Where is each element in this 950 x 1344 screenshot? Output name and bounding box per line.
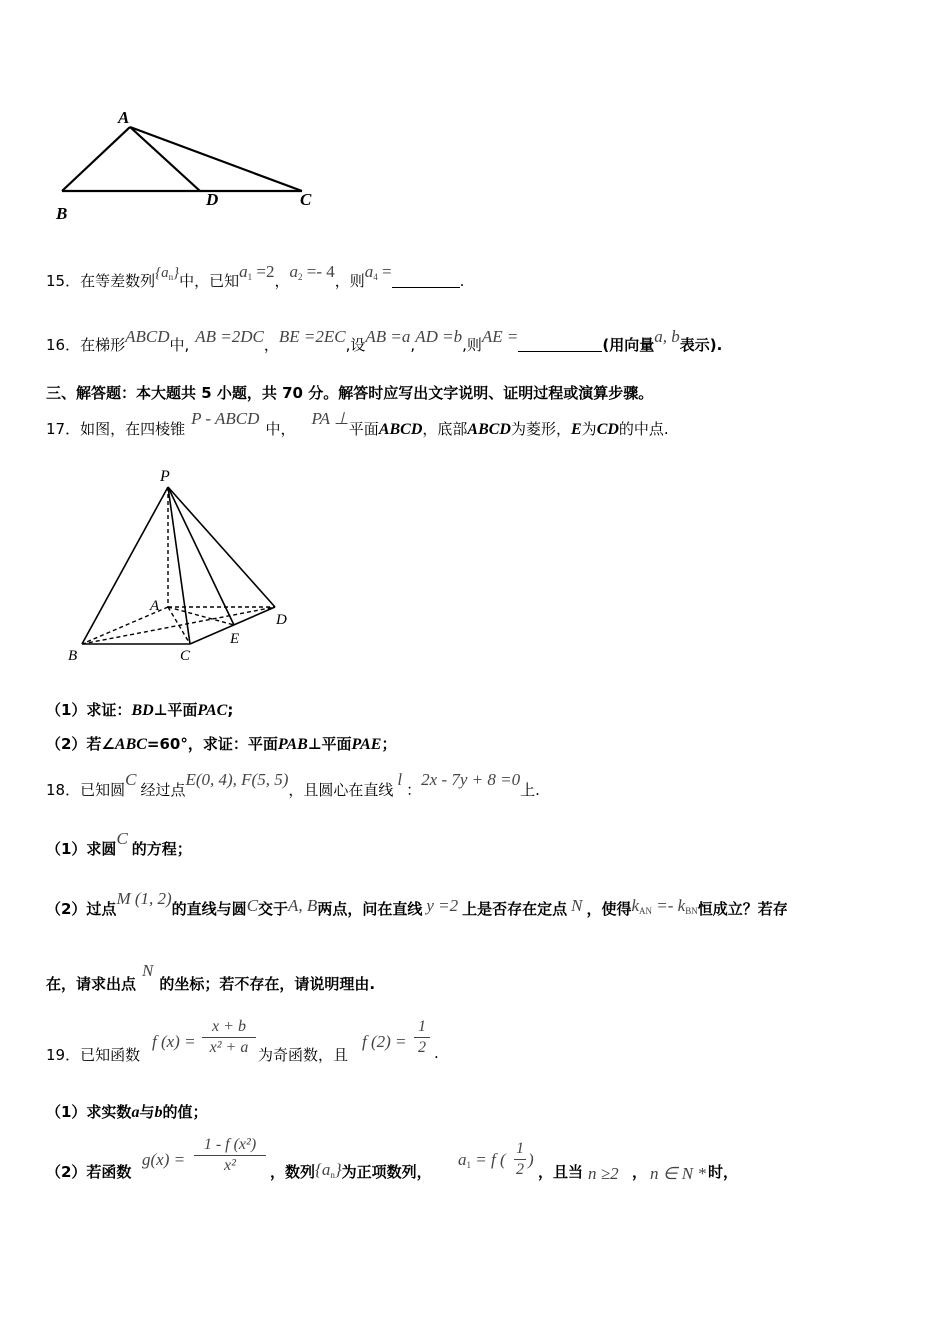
- q16-sep1: ，: [263, 336, 279, 354]
- label-b: B: [68, 648, 78, 664]
- q18-line-equation: 2x - 7y + 8 =0: [421, 770, 521, 789]
- q15-a4: $a_4$ =: [364, 262, 392, 282]
- q19-a1-close: ): [528, 1150, 534, 1169]
- q15-a2: $a_2 =- 4$: [289, 262, 335, 282]
- q17-abcd2: ABCD: [467, 421, 511, 438]
- q17-part-2: （2）若∠ABC=60°，求证：平面PAB⊥平面PAE；: [46, 735, 397, 753]
- triangle-figure: [50, 105, 330, 230]
- q19-f-fraction: x + b x² + a: [202, 1018, 256, 1057]
- q18-part-1: （1）求圆C的方程；: [46, 829, 192, 858]
- q16-eq3: AB =a: [365, 327, 411, 346]
- q19-p2-text1: ，数列$\{a_n\}$为正项数列，: [270, 1160, 432, 1181]
- q19-p2-text3: ，且当: [538, 1163, 584, 1181]
- q16-text2: 中,: [169, 336, 190, 354]
- question-17: [46, 409, 669, 439]
- label-d: D: [276, 612, 287, 628]
- q16-sep2: ,: [410, 336, 416, 354]
- q19-end: .: [434, 1044, 439, 1062]
- q15-text: 在等差数列: [80, 272, 156, 290]
- q17-cd: CD: [596, 421, 619, 438]
- label-p: P: [160, 468, 170, 485]
- q15-answer-blank[interactable]: [392, 271, 460, 288]
- label-a: A: [150, 598, 160, 614]
- q18-c: C: [125, 770, 137, 789]
- q19-a1-fraction: 1 2: [516, 1140, 524, 1178]
- q19-f2-fraction: 1 2: [414, 1018, 430, 1057]
- q18-points: E(0, 4), F(5, 5): [185, 770, 289, 789]
- q17-part-1: （1）求证：BD⊥平面PAC;: [46, 701, 234, 719]
- q16-eq4: AD =b: [415, 327, 463, 346]
- edge-ab: [62, 127, 130, 191]
- q16-text1: 在梯形: [80, 336, 126, 354]
- q19-g-lhs: g(x) =: [142, 1150, 186, 1169]
- q17-abcd1: ABCD: [378, 421, 423, 438]
- q17-text2: 中，: [265, 420, 296, 438]
- label-e: E: [230, 631, 240, 647]
- q16-text3: ,设: [345, 336, 366, 354]
- edge-ad: [130, 127, 200, 191]
- q19-text2: 为奇函数，且: [258, 1046, 349, 1064]
- q16-eq5: AE =: [481, 327, 519, 346]
- section-3-heading: 三、解答题：本大题共 5 小题，共 70 分。解答时应写出文字说明、证明过程或演算步骤。: [46, 384, 654, 402]
- q19-f-lhs: f (x) =: [152, 1032, 196, 1051]
- q16-eq2: BE =2EC: [278, 327, 346, 346]
- q15-a1: $a_1 =2$: [239, 262, 275, 282]
- label-d: D: [206, 190, 219, 209]
- q15-seq: $\{a_n\}$: [155, 265, 180, 282]
- pyramid-figure: [60, 462, 300, 672]
- q19-a1-lhs: $a_1 = f$ (: [458, 1150, 506, 1170]
- q17-text1: 如图，在四棱锥: [80, 420, 186, 438]
- q15-text3: ，则: [334, 272, 365, 290]
- edge-pb: [82, 487, 168, 644]
- edge-pd: [168, 487, 275, 607]
- q18-part-2: （2）过点M (1, 2)的直线与圆C交于A, B两点，问在直线 y =2 上是否存在定点 N ，使得$k_{AN} =- k_{BN}$恒成立？若存: [46, 889, 788, 918]
- q19-part-1: （1）求实数a与b的值；: [46, 1103, 208, 1121]
- label-c: C: [180, 648, 191, 664]
- q16-text5: (用向量: [602, 336, 655, 354]
- q17-text4: ，底部: [422, 420, 468, 438]
- question-15: [46, 262, 465, 291]
- q16-eq1: AB =2DC: [195, 327, 264, 346]
- edge-bd: [82, 607, 275, 644]
- q16-text4: ,则: [462, 336, 482, 354]
- q16-abcd: ABCD: [125, 327, 170, 346]
- question-18: 18．已知圆C经过点E(0, 4), F(5, 5)，且圆心在直线l：2x - 7y + 8 =0上.: [46, 770, 540, 799]
- q17-pyramid: P - ABCD: [191, 409, 260, 428]
- q19-g-fraction: 1 - f (x²) x²: [194, 1136, 266, 1175]
- q18-l: l: [397, 770, 403, 789]
- q17-text3: 平面: [348, 420, 379, 438]
- q15-number: 15．: [46, 272, 81, 290]
- q16-text6: 表示).: [679, 336, 723, 354]
- q17-text6: 为: [581, 420, 597, 438]
- q16-answer-blank[interactable]: [518, 335, 602, 352]
- q19-part-2-label: （2）若函数: [46, 1163, 132, 1181]
- q18-part-2-cont: 在，请求出点N的坐标；若不存在，请说明理由.: [46, 961, 376, 993]
- q19-p2-text4: 时，: [708, 1163, 739, 1181]
- q19-f2-lhs: f (2) =: [362, 1032, 407, 1051]
- q17-pa-perp: PA ⊥: [311, 409, 349, 428]
- question-16: [46, 327, 723, 355]
- label-a: A: [118, 108, 130, 127]
- q17-number: 17．: [46, 420, 81, 438]
- edge-ae: [168, 607, 234, 625]
- label-c: C: [300, 190, 312, 209]
- q19-sep: ，: [632, 1163, 648, 1181]
- q15-sep: ，: [274, 272, 290, 290]
- q15-text2: 中，已知: [179, 272, 240, 290]
- edge-ac: [130, 127, 302, 191]
- q19-cond2: n ∈ N *: [650, 1164, 706, 1183]
- q15-end: .: [459, 272, 465, 290]
- q17-text5: 为菱形，: [510, 420, 571, 438]
- label-b: B: [56, 204, 68, 223]
- q19-cond1: n ≥2: [588, 1164, 619, 1183]
- q16-number: 16．: [46, 336, 81, 354]
- q16-vecs: a, b: [654, 327, 680, 346]
- question-19: 19．已知函数: [46, 1046, 141, 1064]
- q17-e: E: [571, 421, 582, 438]
- q17-text7: 的中点.: [618, 420, 669, 438]
